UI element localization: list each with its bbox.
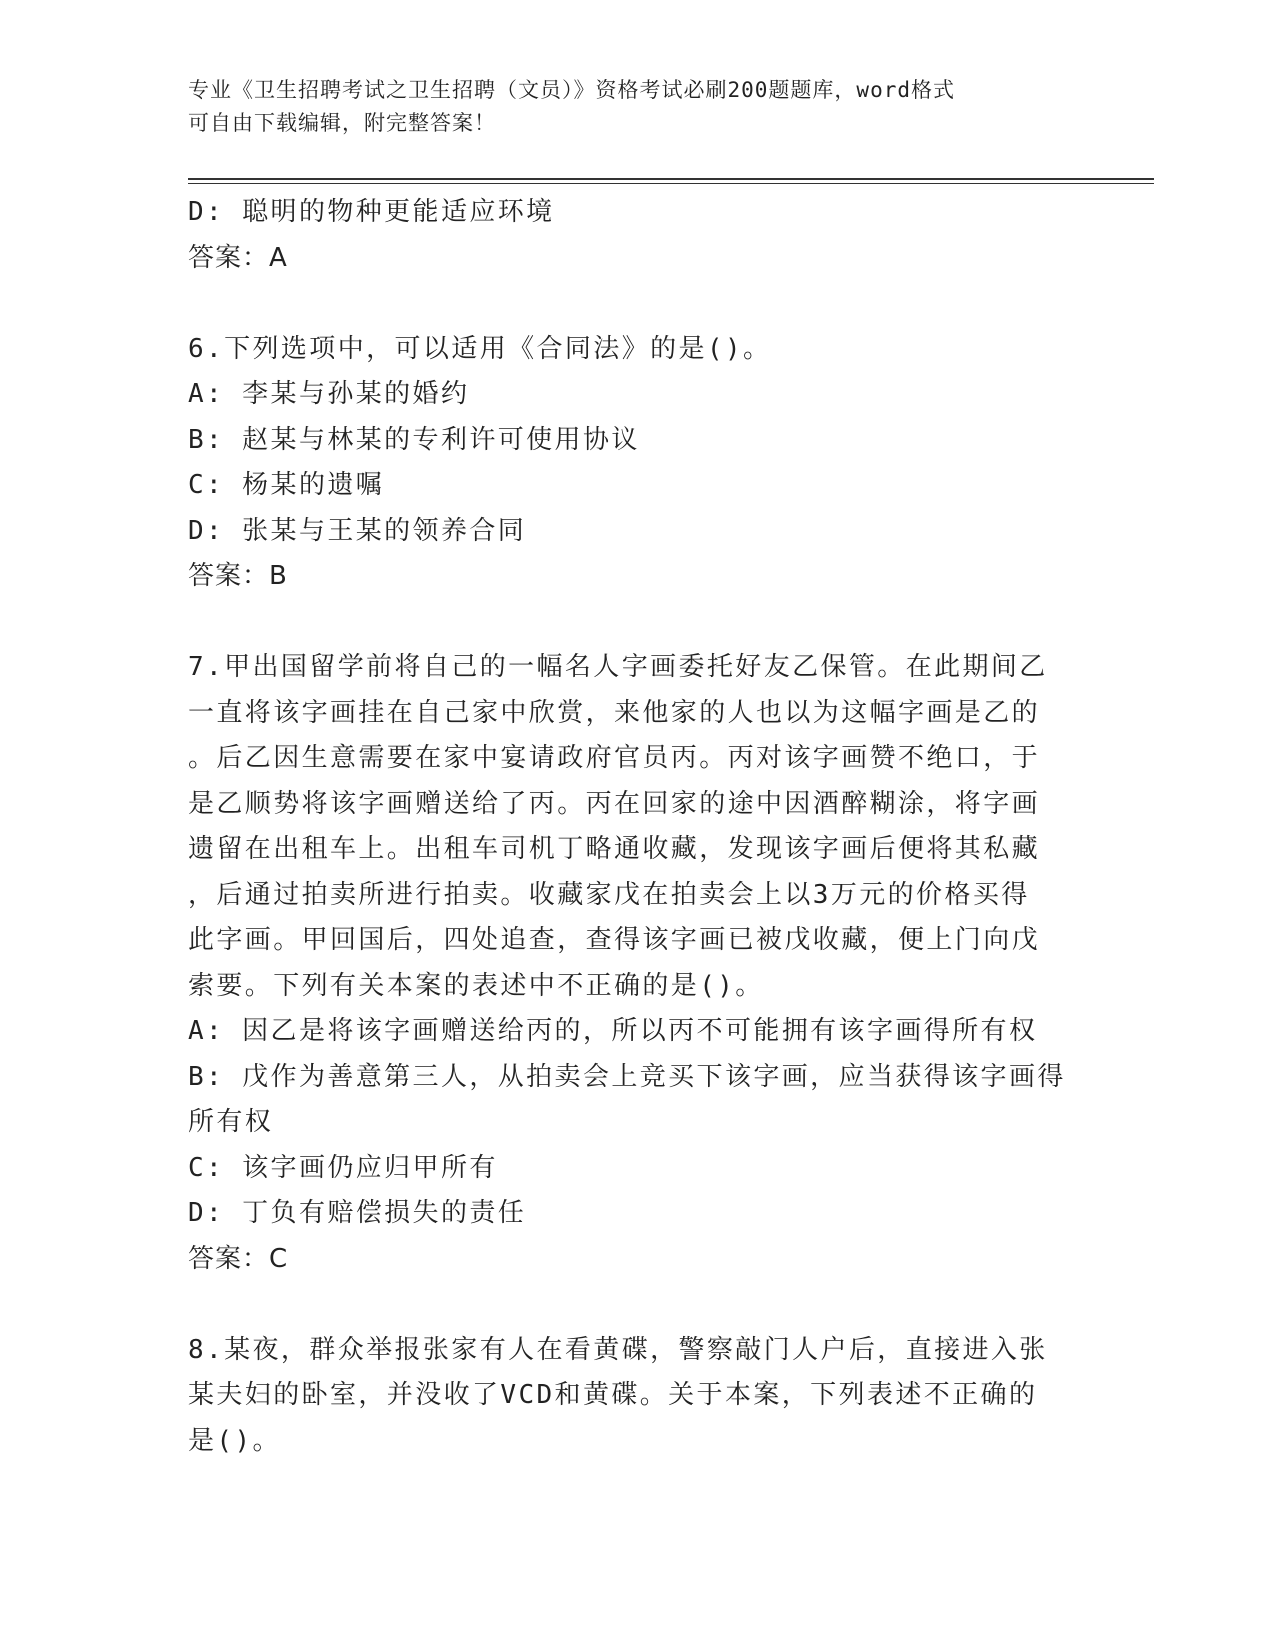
question-7-stem-line: ，后通过拍卖所进行拍卖。收藏家戊在拍卖会上以3万元的价格买得 [188, 879, 1030, 910]
header-title-line-1: 专业《卫生招聘考试之卫生招聘（文员）》资格考试必刷200题题库，word格式 [188, 78, 955, 102]
question-7-stem-line: 7.甲出国留学前将自己的一幅名人字画委托好友乙保管。在此期间乙 [188, 652, 1048, 682]
question-7-option-a: A: 因乙是将该字画赠送给丙的，所以丙不可能拥有该字画得所有权 [188, 1016, 1038, 1046]
question-7-stem-line: 遗留在出租车上。出租车司机丁略通收藏，发现该字画后便将其私藏 [188, 834, 1041, 864]
question-7-stem-line: 此字画。甲回国后，四处追查，查得该字画已被戊收藏，便上门向戊 [188, 925, 1041, 955]
question-6-stem: 6.下列选项中，可以适用《合同法》的是()。 [188, 333, 772, 364]
question-7-stem-line: 是乙顺势将该字画赠送给了丙。丙在回家的途中因酒醉糊涂，将字画 [188, 788, 1041, 819]
question-7-answer: 答案：C [188, 1243, 289, 1274]
header-title-line-2: 可自由下载编辑，附完整答案！ [188, 111, 496, 135]
question-8-stem-line: 是()。 [188, 1425, 281, 1456]
spacer [188, 1282, 1088, 1328]
question-8-stem-line: 某夫妇的卧室，并没收了VCD和黄碟。关于本案，下列表述不正确的 [188, 1380, 1038, 1410]
question-7-stem-line: 一直将该字画挂在自己家中欣赏，来他家的人也以为这幅字画是乙的 [188, 697, 1041, 728]
page-header [188, 74, 1068, 140]
header-divider-thin [188, 183, 1154, 184]
question-6-option-d: D: 张某与王某的领养合同 [188, 515, 527, 546]
question-7-stem-line: 。后乙因生意需要在家中宴请政府官员丙。丙对该字画赞不绝口，于 [188, 743, 1041, 773]
spacer [188, 281, 1088, 327]
question-content [188, 190, 1088, 1464]
question-6-option-a: A: 李某与孙某的婚约 [188, 379, 470, 409]
question-6-option-c: C: 杨某的遗嘱 [188, 470, 385, 500]
question-7-option-b: B: 戊作为善意第三人，从拍卖会上竞买下该字画，应当获得该字画得 [188, 1061, 1066, 1092]
question-6-answer: 答案：B [188, 561, 288, 591]
prev-question-option-d: D: 聪明的物种更能适应环境 [188, 197, 555, 227]
header-divider-thick [188, 178, 1154, 180]
question-7-stem-line: 索要。下列有关本案的表述中不正确的是()。 [188, 970, 764, 1001]
spacer [188, 600, 1088, 646]
question-7-option-b-continued: 所有权 [188, 1107, 274, 1137]
question-6-option-b: B: 赵某与林某的专利许可使用协议 [188, 424, 640, 455]
question-7-option-c: C: 该字画仍应归甲所有 [188, 1152, 498, 1183]
question-7-option-d: D: 丁负有赔偿损失的责任 [188, 1198, 527, 1228]
prev-question-answer: 答案：A [188, 242, 288, 273]
question-8-stem-line: 8.某夜，群众举报张家有人在看黄碟，警察敲门人户后，直接进入张 [188, 1334, 1048, 1365]
